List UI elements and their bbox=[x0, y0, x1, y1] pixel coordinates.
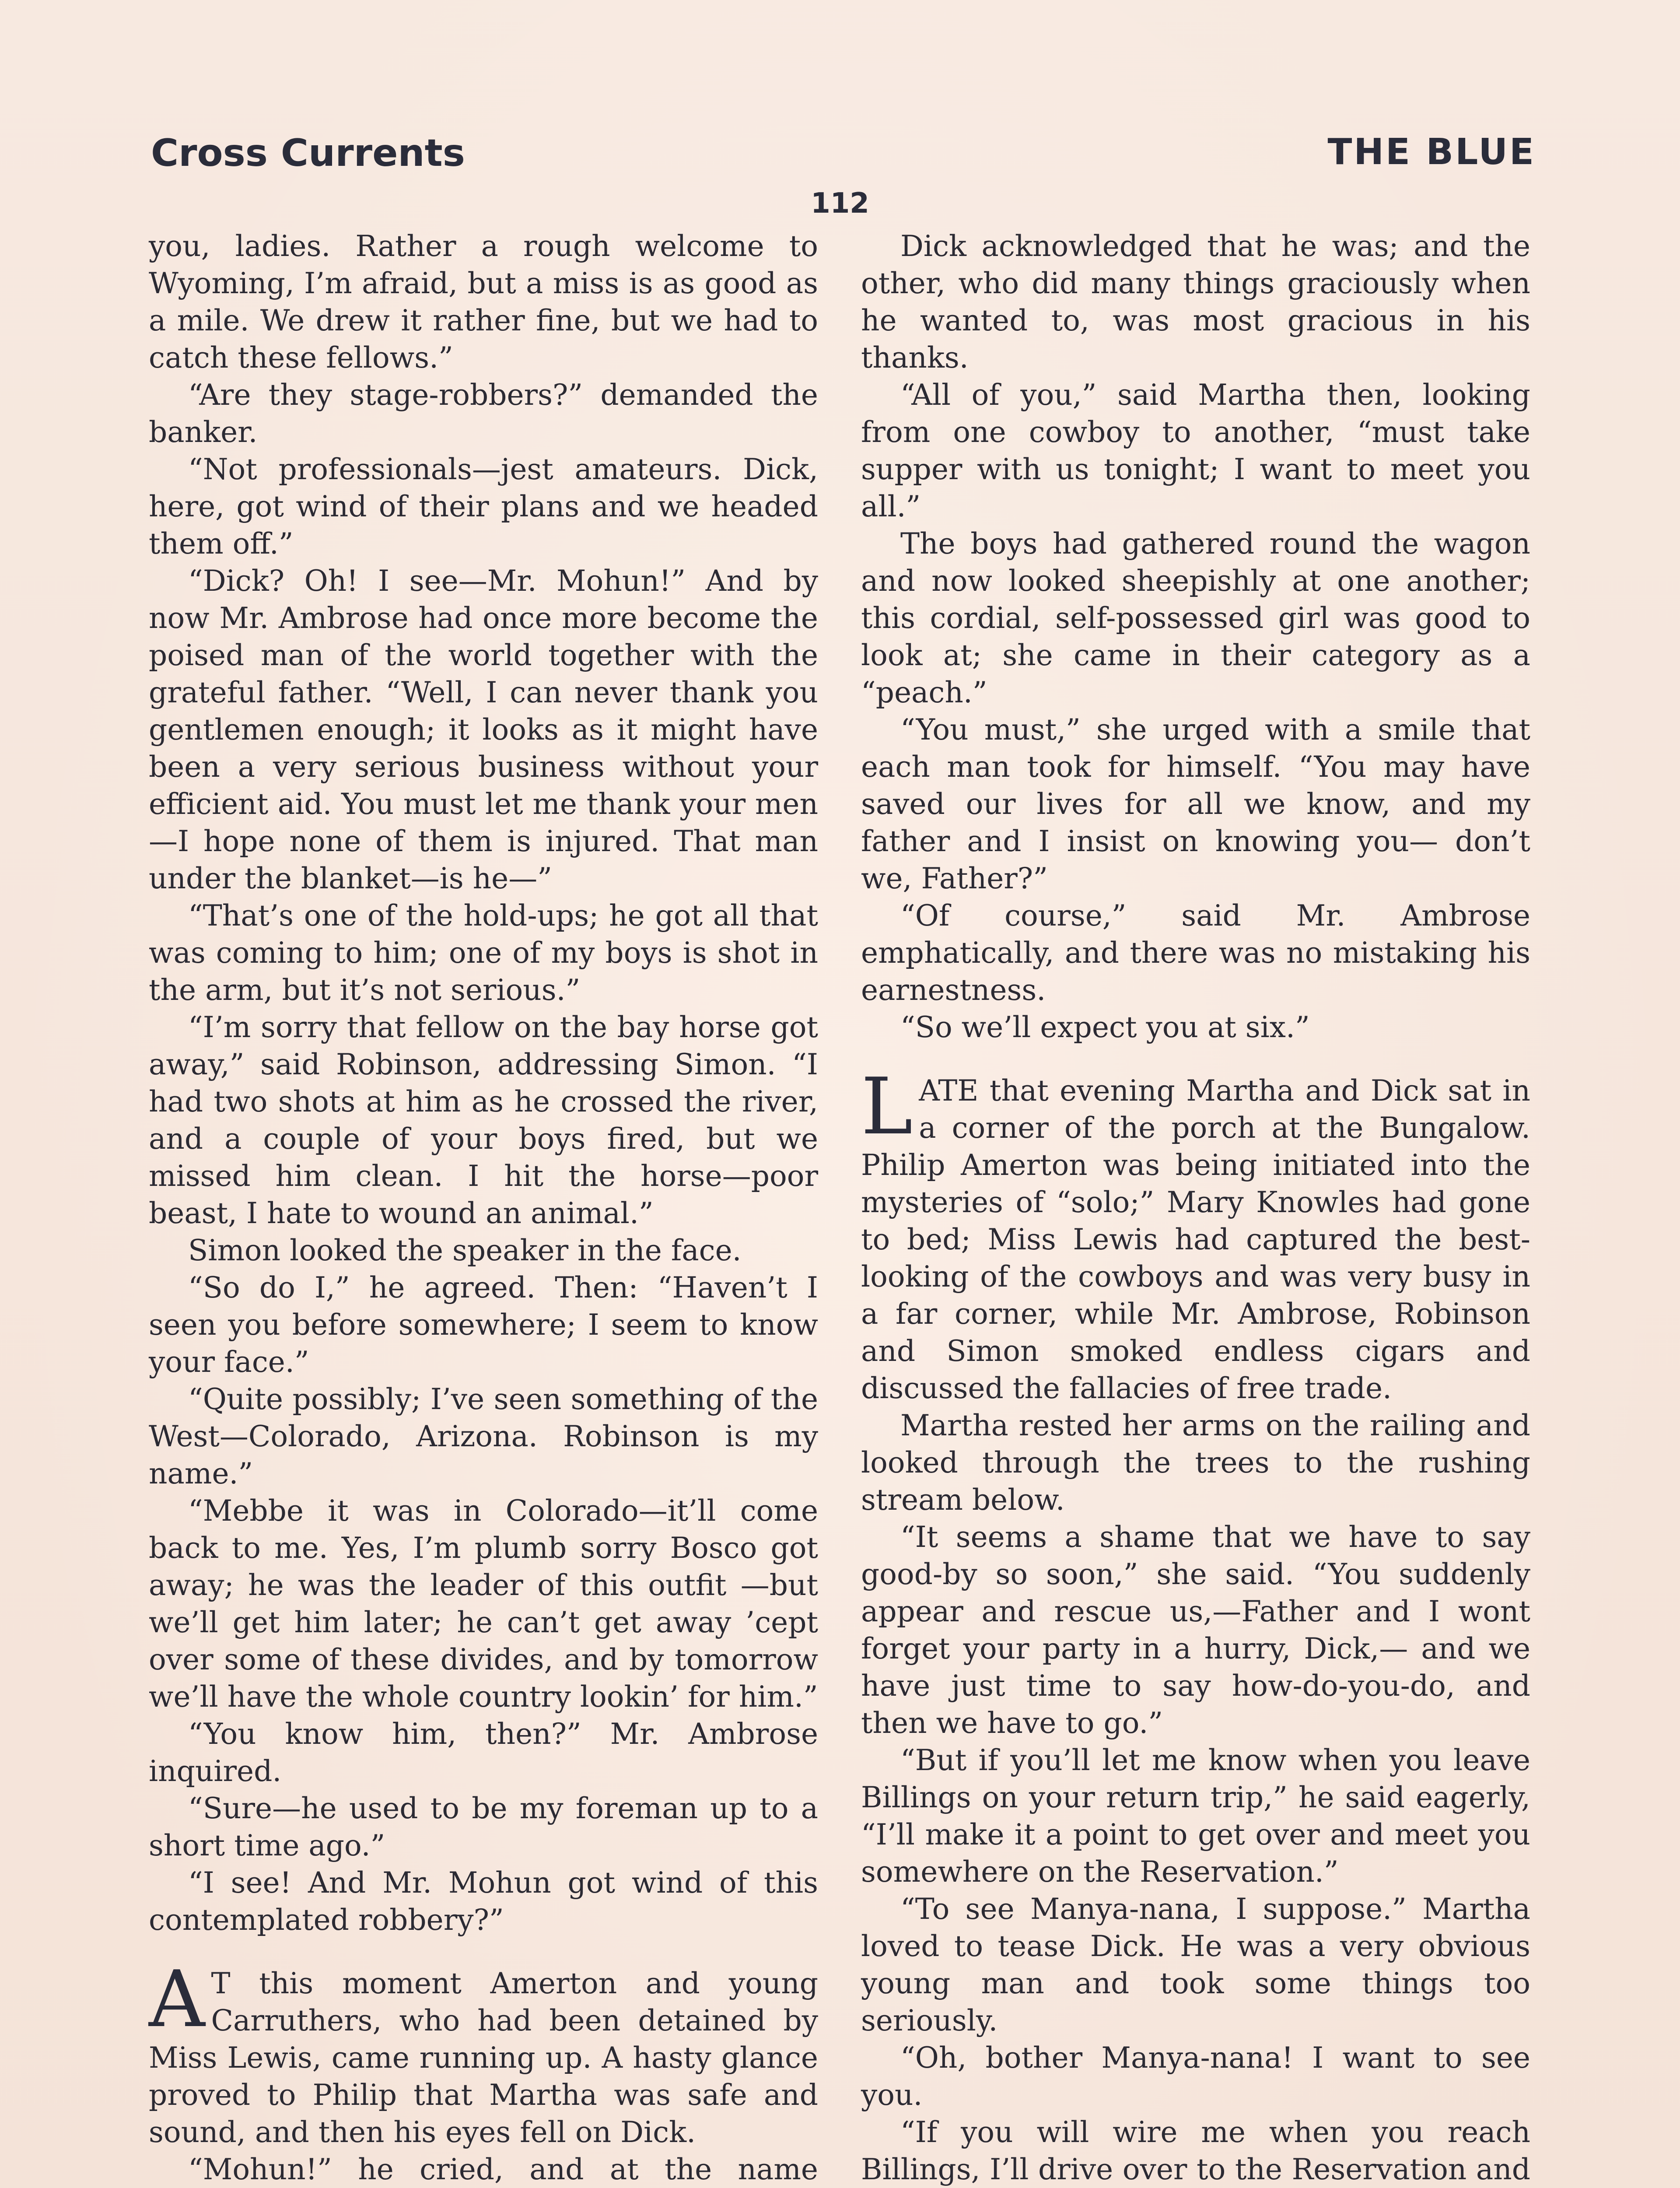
drop-cap: L bbox=[861, 1061, 913, 1152]
right-column bbox=[861, 228, 1530, 2188]
paragraph: “To see Manya-nana, I suppose.” Martha loved to tease Dick. He was a very obvious young man and took some things too seriously. bbox=[861, 1892, 1530, 2037]
paragraph: Dick acknowledged that he was; and the other, who did many things graciously when he wanted to, was most gracious in his thanks. bbox=[861, 229, 1530, 375]
paragraph: “You must,” she urged with a smile that each man took for himself. “You may have saved our lives for all we know, and my father and I insist on knowing you— don’t we, Father?” bbox=[861, 713, 1530, 895]
story-title: Cross Currents bbox=[151, 131, 465, 175]
paragraph: “I see! And Mr. Mohun got wind of this contemplated robbery?” bbox=[149, 1866, 818, 1937]
paragraph: “Sure—he used to be my foreman up to a short time ago.” bbox=[149, 1792, 818, 1862]
left-column bbox=[149, 228, 818, 2188]
paragraph: “Of course,” said Mr. Ambrose emphatically, and there was no mistaking his earnestness. bbox=[861, 899, 1530, 1007]
paragraph: “All of you,” said Martha then, looking from one cowboy to another, “must take supper with us tonight; I want to meet you all.” bbox=[861, 378, 1530, 523]
paragraph: “I’m sorry that fellow on the bay horse got away,” said Robinson, addressing Simon. “I had two shots at him as he crossed the river, and a couple of your boys fired, but we missed him clean. I hit the horse—poor beast, I hate to wound an animal.” bbox=[149, 1010, 818, 1230]
paragraph: “Quite possibly; I’ve seen something of the West—Colorado, Arizona. Robinson is my name.” bbox=[149, 1382, 818, 1490]
paragraph: Martha rested her arms on the railing and looked through the trees to the rushing stream below. bbox=[861, 1409, 1530, 1517]
magazine-title: THE BLUE bbox=[1327, 131, 1536, 173]
paragraph: Simon looked the speaker in the face. bbox=[188, 1234, 742, 1267]
paragraph-text: ATE that evening Martha and Dick sat in a corner of the porch at the Bungalow. Philip Amerton was being initiated into the mysteries of “solo;” Mary Knowles had gone to bed; Miss Lewis had captured the best-looking of the cowboys and was very busy in a far corner, while Mr. Ambrose, Robinson and Simon smoked endless cigars and discussed the fallacies of free trade. bbox=[861, 1074, 1530, 1405]
paragraph: “Mohun!” he cried, and at the name bbox=[188, 2153, 818, 2186]
section-paragraph bbox=[861, 1061, 1530, 1407]
paragraph: “So we’ll expect you at six.” bbox=[900, 1010, 1310, 1044]
paragraph: “Are they stage-robbers?” demanded the banker. bbox=[149, 378, 818, 449]
drop-cap: A bbox=[149, 1954, 205, 2044]
paragraph: “So do I,” he agreed. Then: “Haven’t I seen you before somewhere; I seem to know your face.” bbox=[149, 1271, 818, 1379]
paragraph: “That’s one of the hold-ups; he got all that was coming to him; one of my boys is shot in the arm, but it’s not serious.” bbox=[149, 899, 818, 1007]
paragraph: “Oh, bother Manya-nana! I want to see you. bbox=[861, 2041, 1530, 2112]
page-number: 112 bbox=[811, 187, 869, 220]
paragraph: “Mebbe it was in Colorado—it’ll come back to me. Yes, I’m plumb sorry Bosco got away; he was the leader of this outfit —but we’ll get him later; he can’t get away ’cept over some of these divides, and by tomorrow we’ll have the whole country lookin’ for him.” bbox=[149, 1494, 818, 1714]
paragraph: “Not professionals—jest amateurs. Dick, here, got wind of their plans and we headed them off.” bbox=[149, 452, 818, 561]
paragraph: “You know him, then?” Mr. Ambrose inquired. bbox=[149, 1717, 818, 1788]
paragraph: “Dick? Oh! I see—Mr. Mohun!” And by now Mr. Ambrose had once more become the poised man of the world together with the grateful father. “Well, I can never thank you gentlemen enough; it looks as it might have been a very serious business without your efficient aid. You must let me thank your men—I hope none of them is injured. That man under the blanket—is he—” bbox=[149, 564, 818, 895]
running-header bbox=[151, 131, 1536, 184]
section-paragraph bbox=[149, 1954, 818, 2151]
paragraph: “It seems a shame that we have to say good-by so soon,” she said. “You suddenly appear and rescue us,—Father and I wont forget your party in a hurry, Dick,— and we have just time to say how-do-you-do, and then we have to go.” bbox=[861, 1520, 1530, 1740]
paragraph: “If you will wire me when you reach Billings, I’ll drive over to the Reservation and bbox=[861, 2115, 1530, 2186]
paragraph: you, ladies. Rather a rough welcome to Wyoming, I’m afraid, but a miss is as good as a mile. We drew it rather fine, but we had to catch these fellows.” bbox=[149, 229, 818, 375]
paragraph: The boys had gathered round the wagon and now looked sheepishly at one another; this cordial, self-possessed girl was good to look at; she came in their category as a “peach.” bbox=[861, 527, 1530, 709]
paragraph: “But if you’ll let me know when you leave Billings on your return trip,” he said eagerly, “I’ll make it a point to get over and meet you somewhere on the Reservation.” bbox=[861, 1743, 1530, 1889]
paragraph-text: T this moment Amerton and young Carruthers, who had been detained by Miss Lewis, came running up. A hasty glance proved to Philip that Martha was safe and sound, and then his eyes fell on Dick. bbox=[149, 1967, 818, 2149]
